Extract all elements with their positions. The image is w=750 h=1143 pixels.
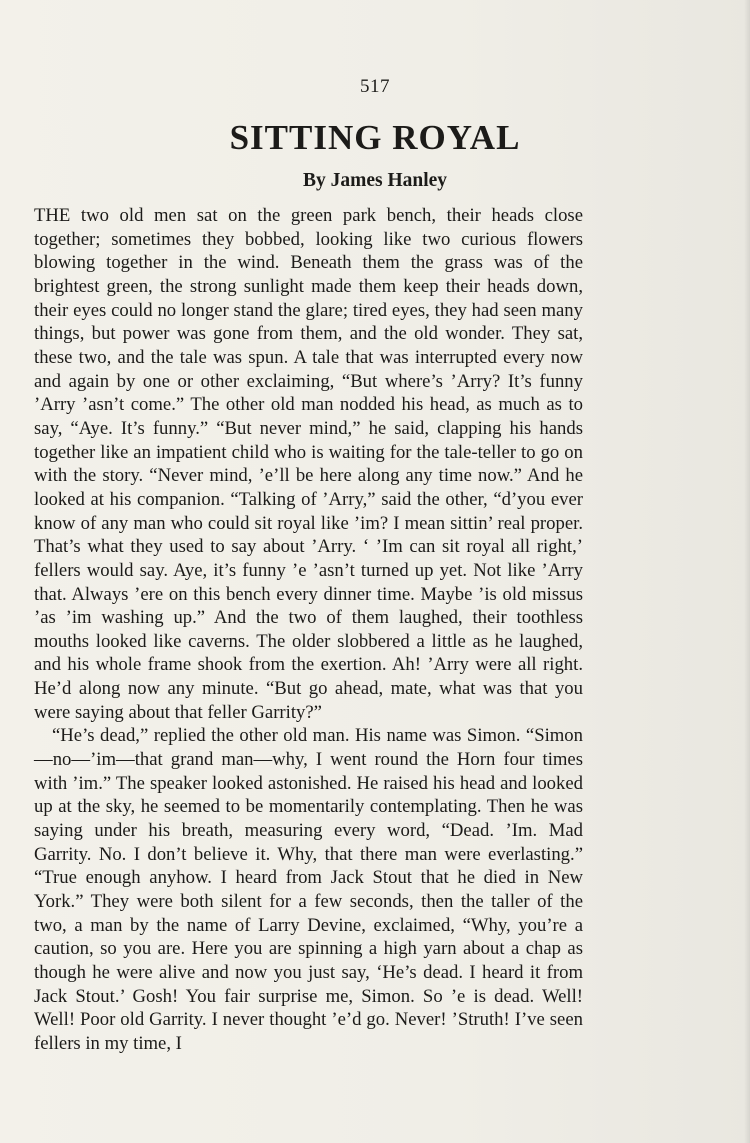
paragraph-2: “He’s dead,” replied the other old man. His name was Simon. “Simon—no—’im—that grand man—why, I went round the Horn four times with ’im.” The speaker looked astonished. He raised his head and looked up at the sky, he seemed to be momentarily contemplating. Then he was saying under his breath, measuring every word, “Dead. ’Im. Mad Garrity. No. I don’t believe it. Why, that there man were everlasting.” “True enough anyhow. I heard from Jack Stout that he died in New York.” They were both silent for a few seconds, then the taller of the two, a man by the name of Larry Devine, exclaimed, “Why, you’re a caution, so you are. Here you are spinning a high yarn about a chap as though he were alive and now you just say, ‘He’s dead. I heard it from Jack Stout.’ Gosh! You fair surprise me, Simon. So ’e is dead. Well! Well! Poor old Garrity. I never thought ’e’d go. Never! ’Struth! I’ve seen fellers in my time, I [34, 725, 583, 1054]
page-number: 517 [360, 76, 390, 97]
paragraph-1: THE two old men sat on the green park bench, their heads close together; sometimes they bobbed, looking like two curious flowers blowing together in the wind. Beneath them the grass was of the brightest green, the strong sunlight made them keep their heads down, their eyes could no longer stand the glare; tired eyes, they had seen many things, but power was gone from them, and the old wonder. They sat, these two, and the tale was spun. A tale that was interrupted every now and again by one or other exclaiming, “But where’s ’Arry? It’s funny ’Arry ’asn’t come.” The other old man nodded his head, as much as to say, “Aye. It’s funny.” “But never mind,” he said, clapping his hands together like an impatient child who is waiting for the tale-teller to go on with the story. “Never mind, ’e’ll be here along any time now.” And he looked at his companion. “Talking of ’Arry,” said the other, “d’you ever know of any man who could sit royal like ’im? I mean sittin’ real proper. That’s what they used to say about ’Arry. ‘ ’Im can sit royal all right,’ fellers would say. Aye, it’s funny ’e ’asn’t turned up yet. Not like ’Arry that. Always ’ere on this bench every dinner time. Maybe ’is old missus ’as ’im washing up.” And the two of them laughed, their toothless mouths looked like caverns. The older slobbered a little as he laughed, and his whole frame shook from the exertion. Ah! ’Arry were all right. He’d along now any minute. “But go ahead, mate, what was that you were saying about that feller Garrity?” [34, 205, 583, 723]
story-body [34, 204, 583, 1056]
author-byline: By James Hanley [302, 170, 448, 191]
story-title: SITTING ROYAL [229, 118, 521, 157]
